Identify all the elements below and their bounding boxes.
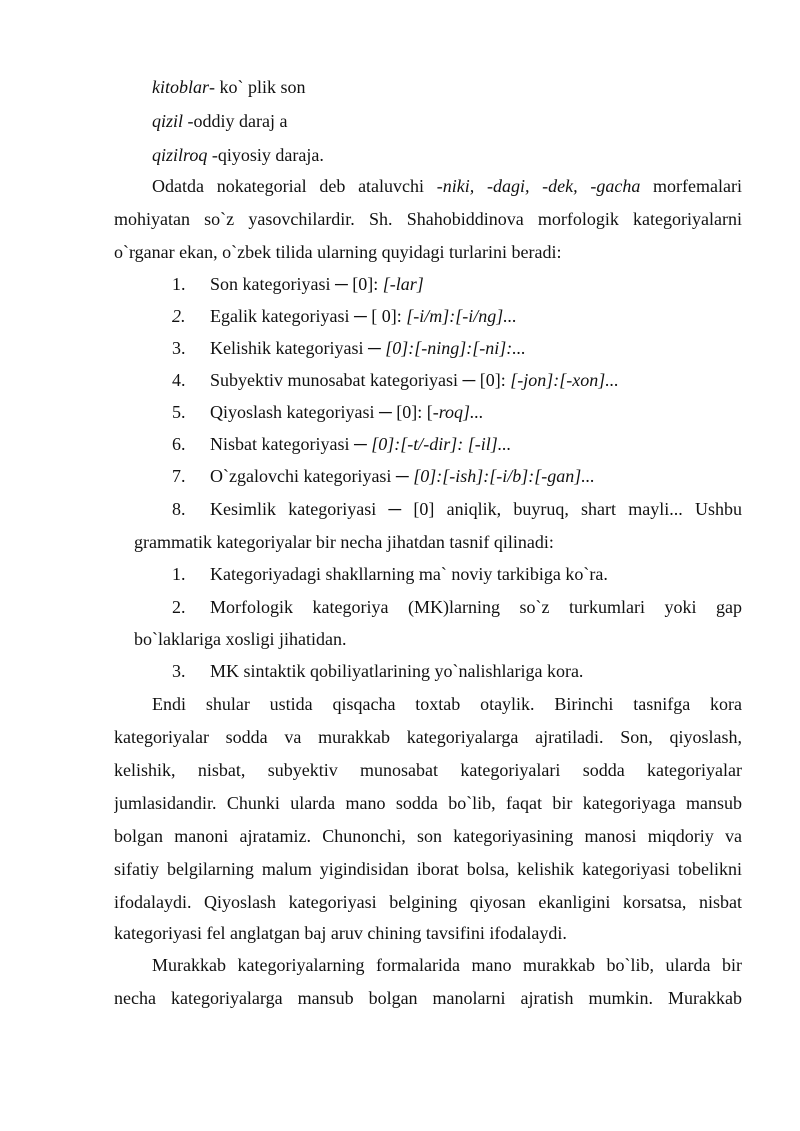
list-text: Kelishik kategoriyasi ─ [0]:[-ning]:[-ni]:...	[210, 338, 526, 358]
example-line	[152, 76, 306, 98]
list-text: Son kategoriyasi ─ [0]: [-lar]	[210, 274, 424, 294]
list-text: Kategoriyadagi shakllarning ma` noviy tarkibiga ko`ra.	[210, 564, 608, 584]
list-number: 5.	[172, 402, 186, 422]
list-text: MK sintaktik qobiliyatlarining yo`nalishlariga kora.	[210, 661, 584, 681]
list-number: 8.	[172, 499, 186, 519]
list-number: 1.	[172, 274, 186, 294]
example-word: kitoblar	[152, 77, 209, 97]
example-gloss: - ko` plik son	[209, 77, 306, 97]
paragraph-line: o`rganar ekan, o`zbek tilida ularning quyidagi turlarini beradi:	[114, 242, 562, 262]
list-text: Kesimlik kategoriyasi ─ [0] aniqlik, buyruq, shart mayli... Ushbu	[210, 499, 742, 519]
paragraph-line: kategoriyasi fel anglatgan baj aruv chining tavsifini ifodalaydi.	[114, 923, 567, 943]
para1-text: Odatda nokategorial deb ataluvchi	[152, 176, 437, 196]
list-text: Subyektiv munosabat kategoriyasi ─ [0]: [-jon]:[-xon]...	[210, 370, 619, 390]
list-text: Morfologik kategoriya (MK)larning so`z turkumlari yoki gap	[210, 597, 742, 617]
list-number: 2.	[172, 306, 186, 326]
paragraph-line	[152, 175, 742, 199]
paragraph-line: Endi shular ustida qisqacha toxtab otaylik. Birinchi tasnifga kora	[152, 694, 742, 714]
example-word: qizilroq	[152, 145, 208, 165]
paragraph-line: sifatiy belgilarning malum yigindisidan iborat bolsa, kelishik kategoriyasi tobelikni	[114, 859, 742, 879]
example-gloss: -qiyosiy daraja.	[207, 145, 324, 165]
list-number: 3.	[172, 661, 186, 681]
list-text-continuation: bo`laklariga xosligi jihatidan.	[134, 629, 347, 649]
list-number: 4.	[172, 370, 186, 390]
example-gloss: -oddiy daraj a	[183, 111, 288, 131]
para1-text-end: morfemalari	[640, 176, 742, 196]
paragraph-line: ifodalaydi. Qiyoslash kategoriyasi belgining qiyosan ekanligini korsatsa, nisbat	[114, 892, 742, 912]
paragraph-line: kelishik, nisbat, subyektiv munosabat kategoriyalari sodda kategoriyalar	[114, 760, 742, 780]
list-number: 1.	[172, 564, 186, 584]
paragraph-line: bolgan manoni ajratamiz. Chunonchi, son kategoriyasining manosi miqdoriy va	[114, 826, 742, 846]
list-text: Nisbat kategoriyasi ─ [0]:[-t/-dir]: [-il]...	[210, 434, 512, 454]
paragraph-line: necha kategoriyalarga mansub bolgan manolarni ajratish mumkin. Murakkab	[114, 988, 742, 1008]
paragraph-line: Murakkab kategoriyalarning formalarida mano murakkab bo`lib, ularda bir	[152, 955, 742, 975]
para1-morphemes: -niki, -dagi, -dek, -gacha	[436, 176, 641, 196]
list-number: 7.	[172, 466, 186, 486]
list-text-continuation: grammatik kategoriyalar bir necha jihatdan tasnif qilinadi:	[134, 532, 554, 552]
list-number: 6.	[172, 434, 186, 454]
paragraph-line: mohiyatan so`z yasovchilardir. Sh. Shahobiddinova morfologik kategoriyalarni	[114, 209, 742, 229]
list-text: Qiyoslash kategoriyasi ─ [0]: [-roq]...	[210, 402, 484, 422]
list-text: Egalik kategoriyasi ─ [ 0]: [-i/m]:[-i/ng]...	[210, 306, 517, 326]
paragraph-line: jumlasidandir. Chunki ularda mano sodda bo`lib, faqat bir kategoriyaga mansub	[114, 793, 742, 813]
list-number: 2.	[172, 597, 186, 617]
list-number: 3.	[172, 338, 186, 358]
example-line	[152, 110, 287, 132]
paragraph-line: kategoriyalar sodda va murakkab kategoriyalarga ajratiladi. Son, qiyoslash,	[114, 727, 742, 747]
example-word: qizil	[152, 111, 184, 131]
example-line	[152, 144, 324, 166]
list-text: O`zgalovchi kategoriyasi ─ [0]:[-ish]:[-i/b]:[-gan]...	[210, 466, 595, 486]
